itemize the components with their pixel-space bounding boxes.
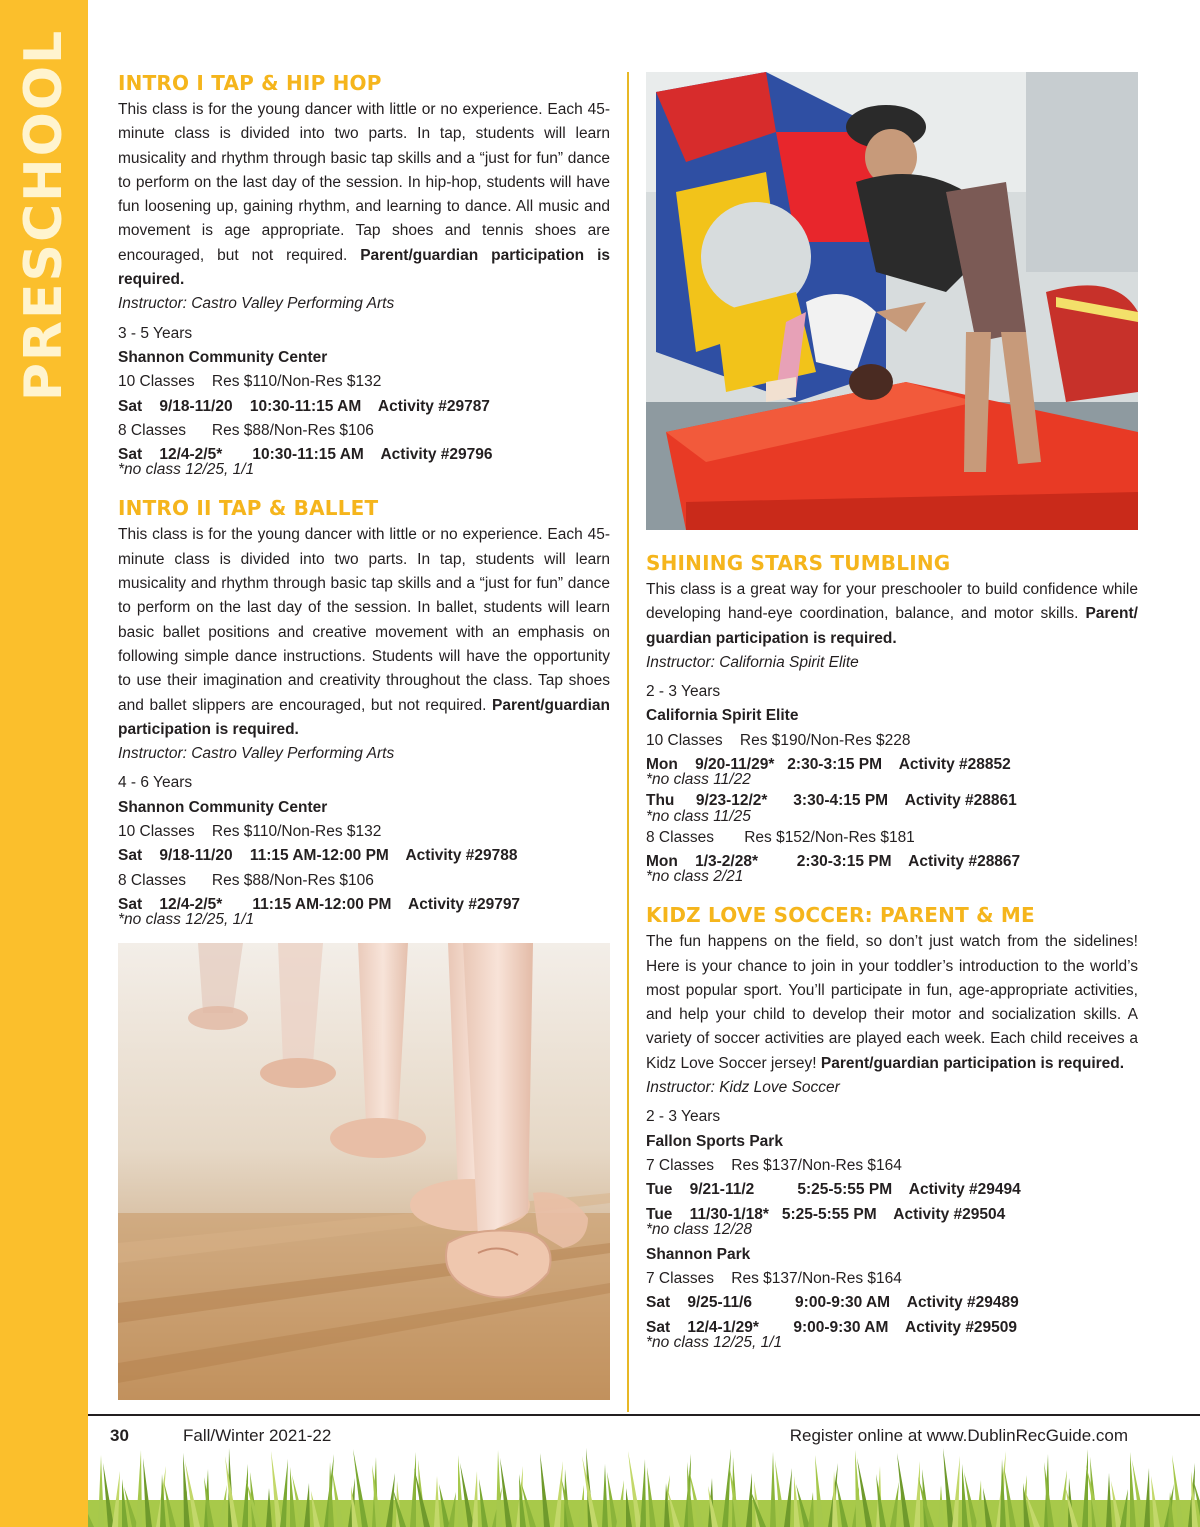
section-title: SHINING STARS TUMBLING <box>646 551 951 575</box>
session-line: Sat 12/4-1/29* 9:00-9:30 AM Activity #29509 <box>646 1318 1018 1336</box>
footer-rule <box>88 1414 1200 1416</box>
instructor: Instructor: California Spirit Elite <box>646 653 859 671</box>
location: Fallon Sports Park <box>646 1132 783 1150</box>
season-label: Fall/Winter 2021-22 <box>183 1426 332 1445</box>
price-line: 8 Classes Res $152/Non-Res $181 <box>646 828 915 846</box>
grass-blade <box>602 1464 608 1527</box>
price-line: 10 Classes Res $190/Non-Res $228 <box>646 731 911 749</box>
grass-blade <box>770 1452 776 1527</box>
section-title: KIDZ LOVE SOCCER: PARENT & ME <box>646 903 1035 928</box>
no-class-note: *no class 11/25 <box>646 807 751 825</box>
column-divider <box>627 72 629 1412</box>
grass-blade <box>1082 1449 1088 1527</box>
no-class-note: *no class 12/25, 1/1 <box>118 911 255 929</box>
no-class-note: *no class 11/22 <box>646 771 751 789</box>
session-line: Tue 9/21-11/2 5:25-5:55 PM Activity #29494 <box>646 1181 1021 1199</box>
location: Shannon Community Center <box>118 798 328 816</box>
left-column <box>118 68 610 943</box>
grass-blade <box>855 1450 862 1527</box>
session-line: Tue 11/30-1/18* 5:25-5:55 PM Activity #29504 <box>646 1205 1006 1223</box>
ballet-feet-photo <box>118 943 610 1400</box>
session-line: Thu 9/23-12/2* 3:30-4:15 PM Activity #28861 <box>646 792 1017 810</box>
price-line: 8 Classes Res $88/Non-Res $106 <box>118 871 374 889</box>
location: Shannon Community Center <box>118 348 328 366</box>
grass-blade <box>1144 1468 1150 1527</box>
section-tumbling <box>646 548 1138 886</box>
requirement-text: Parent/guardian participation is required. <box>118 246 611 289</box>
price-line: 8 Classes Res $88/Non-Res $106 <box>118 421 374 439</box>
grass-blade <box>640 1459 646 1527</box>
section-title: INTRO II TAP & BALLET <box>118 496 379 521</box>
section-title: INTRO I TAP & HIP HOP <box>118 71 382 95</box>
location: Shannon Park <box>646 1245 751 1263</box>
section-description: This class is a great way for your preschooler to build confidence while developing hand-eye coordination, balance, and motor skills. Parent/ guardian participation is required. <box>646 581 1138 647</box>
right-column <box>646 548 1138 1366</box>
grass-blade <box>458 1455 464 1527</box>
grass-blade <box>290 1467 296 1527</box>
grass-blade <box>136 1450 142 1527</box>
no-class-note: *no class 2/21 <box>646 868 744 886</box>
section-description: This class is for the young dancer with little or no experience. Each 45-minute class is divided into two parts. In tap, students will learn musicality and rhythm through basic tap skills and a “just for fun” dance to perform on the last day of the session. In ballet, students will learn basic ballet positions and creative movement with an emphasis on following simple dance instructions. Students will have the opportunity to use their imagination and creativity throughout the class. Tap shoes and ballet slippers are encouraged, but not required. Parent/guardian participation is required. <box>118 526 610 738</box>
grass-blade <box>1130 1452 1136 1527</box>
page-number: 30 <box>110 1426 129 1445</box>
requirement-text: Parent/ guardian participation is required. <box>646 605 1138 647</box>
section-description: This class is for the young dancer with little or no experience. Each 45-minute class is divided into two parts. In tap, students will learn musicality and rhythm through basic tap skills and a “just for fun” dance to perform on the last day of the session. In hip-hop, students will have fun loosening up, gaining rhythm, and learning to dance. All music and movement is age appropriate. Tap shoes and tennis shoes are encouraged, but not required. Parent/guardian participation is required. <box>118 101 611 289</box>
no-class-note: *no class 12/28 <box>646 1220 752 1238</box>
grass-blade <box>98 1455 104 1527</box>
grass-blade <box>410 1452 416 1527</box>
age-range: 4 - 6 Years <box>118 774 193 792</box>
session-line: Sat 12/4-2/5* 10:30-11:15 AM Activity #29796 <box>118 446 493 464</box>
grass-blade <box>183 1453 190 1527</box>
age-range: 2 - 3 Years <box>646 683 721 701</box>
session-line: Mon 1/3-2/28* 2:30-3:15 PM Activity #28867 <box>646 852 1021 870</box>
session-line: Sat 9/18-11/20 11:15 AM-12:00 PM Activity #29788 <box>118 847 518 865</box>
grass-blade <box>242 1464 248 1527</box>
session-line: Sat 12/4-2/5* 11:15 AM-12:00 PM Activity #29797 <box>118 895 521 913</box>
grass-blade <box>472 1471 478 1527</box>
grass-blade <box>496 1450 502 1527</box>
requirement-text: Parent/guardian participation is required. <box>820 1054 1125 1072</box>
grass-decoration <box>88 1440 1200 1527</box>
age-range: 3 - 5 Years <box>118 324 193 342</box>
price-line: 7 Classes Res $137/Non-Res $164 <box>646 1156 902 1174</box>
price-line: 7 Classes Res $137/Non-Res $164 <box>646 1270 902 1288</box>
section-intro-1 <box>118 68 610 479</box>
section-soccer <box>646 900 1138 1352</box>
register-link[interactable]: Register online at www.DublinRecGuide.com <box>789 1426 1128 1445</box>
session-line: Sat 9/25-11/6 9:00-9:30 AM Activity #29489 <box>646 1294 1019 1312</box>
price-line: 10 Classes Res $110/Non-Res $132 <box>118 373 382 391</box>
sidebar-label: PRESCHOOL <box>14 28 74 402</box>
no-class-note: *no class 12/25, 1/1 <box>118 461 255 479</box>
sidebar-band <box>0 0 88 1527</box>
price-line: 10 Classes Res $110/Non-Res $132 <box>118 823 382 841</box>
instructor: Instructor: Castro Valley Performing Arts <box>118 745 395 763</box>
no-class-note: *no class 12/25, 1/1 <box>646 1334 783 1352</box>
session-line: Sat 9/18-11/20 10:30-11:15 AM Activity #29787 <box>118 397 490 415</box>
instructor: Instructor: Castro Valley Performing Arts <box>118 295 395 313</box>
session-line: Mon 9/20-11/29* 2:30-3:15 PM Activity #28852 <box>646 756 1011 774</box>
age-range: 2 - 3 Years <box>646 1108 721 1126</box>
grass-blade <box>914 1461 920 1527</box>
location: California Spirit Elite <box>646 707 799 725</box>
tumbling-class-photo <box>646 72 1138 530</box>
grass-blade <box>962 1464 968 1527</box>
instructor: Instructor: Kidz Love Soccer <box>646 1079 840 1097</box>
section-intro-2 <box>118 493 610 929</box>
requirement-text: Parent/guardian participation is required. <box>118 696 610 738</box>
section-description: The fun happens on the field, so don’t just watch from the sidelines! Here is your chance to join in your toddler’s introduction to the world’s most popular sport. You’ll participate in fun, age-appropriate activities, and help your child to develop their motor and socialization skills. A variety of soccer activities are played each week. Each child receives a Kidz Love Soccer jersey! Parent/guardian participation is required. <box>646 933 1138 1072</box>
